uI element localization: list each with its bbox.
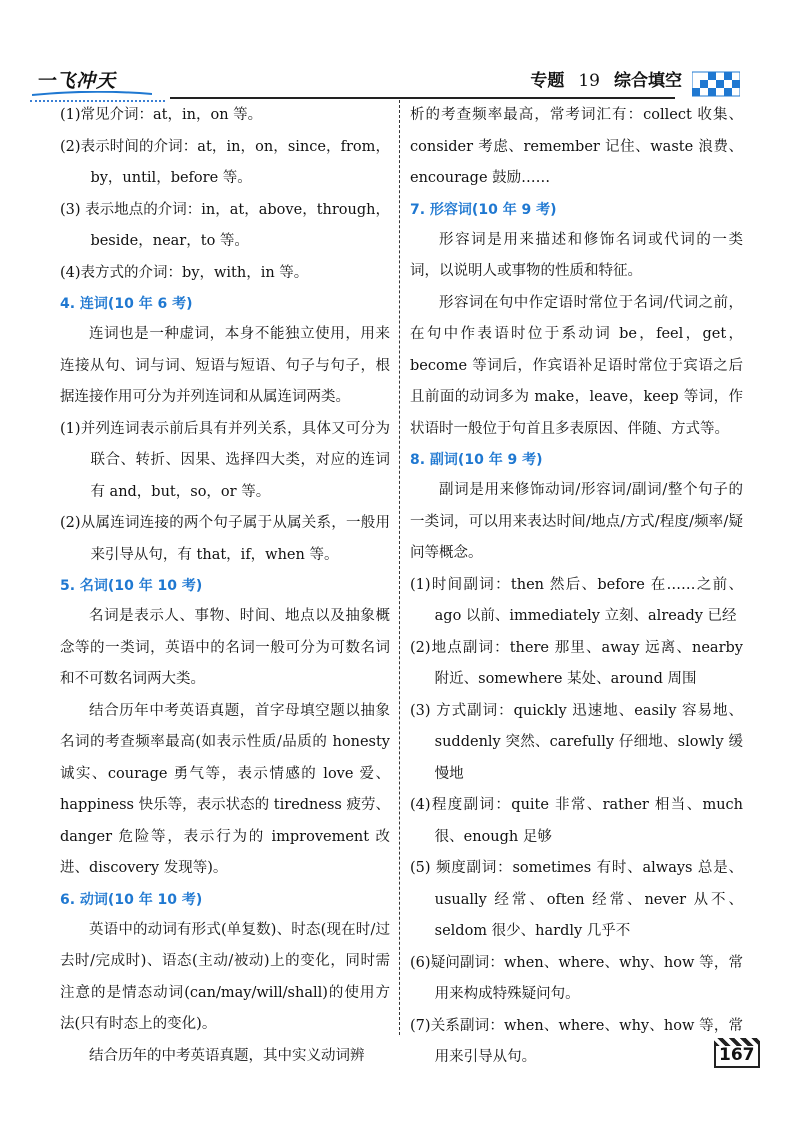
topic-title <box>530 66 682 91</box>
prep-item-3: (3) 表示地点的介词：in，at，above，through，beside，near，to 等。 <box>60 201 390 249</box>
conjunction-paragraph: 连词也是一种虚词，本身不能独立使用，用来连接从句、词与词、短语与短语、句子与句子，根据连接作用可分为并列连词和从属连词两类。 <box>60 326 390 405</box>
adjective-paragraph-2: 形容词在句中作定语时常位于名词/代词之前，在句中作表语时位于系动词 be，feel，get，become 等词后，作宾语补足语时常位于宾语之后且前面的动词多为 make，leave，keep 等词，作状语时一般位于句首且多表原因、伴随、方式等。 <box>410 294 743 437</box>
adjective-paragraph-1: 形容词是用来描述和修饰名词或代词的一类词，以说明人或事物的性质和特征。 <box>410 231 743 279</box>
adverb-paragraph: 副词是用来修饰动词/形容词/副词/整个句子的一类词，可以用来表达时间/地点/方式/程度/频率/疑问等概念。 <box>410 482 743 561</box>
page-number: 167 <box>714 1044 760 1068</box>
section-heading-verb: 6. 动词(10 年 10 考) <box>60 891 203 908</box>
noun-paragraph-2: 结合历年中考英语真题，首字母填空题以抽象名词的考查频率最高(如表示性质/品质的 honesty 诚实、courage 勇气等，表示情感的 love 爱、happiness 快乐等，表示状态的 tiredness 疲劳、danger 危险等，表示行为的 improvement 改进、discovery 发现等)。 <box>60 702 390 876</box>
topic-name: 综合填空 <box>614 71 682 91</box>
adverb-item-4: (4)程度副词：quite 非常、rather 相当、much 很、enough 足够 <box>410 797 743 845</box>
verb-paragraph-continued: 析的考查频率最高，常考词汇有：collect 收集、consider 考虑、remember 记住、waste 浪费、encourage 鼓励…… <box>410 107 743 186</box>
section-heading-noun: 5. 名词(10 年 10 考) <box>60 578 203 594</box>
prep-item-1: (1)常见介词：at，in，on 等。 <box>60 107 263 123</box>
verb-paragraph-1: 英语中的动词有形式(单复数)、时态(现在时/过去时/完成时)、语态(主动/被动)上的变化，同时需注意的是情态动词(can/may/will/shall)的使用方法(只有时态上的变化)。 <box>60 921 390 1032</box>
adverb-item-5: (5) 频度副词：sometimes 有时、always 总是、usually 经常、often 经常、never 从不、seldom 很少、hardly 几乎不 <box>410 860 743 939</box>
adverb-item-7: (7)关系副词：when、where、why、how 等，常用来引导从句。 <box>410 1017 743 1065</box>
left-column <box>60 100 390 1072</box>
page-header <box>30 58 770 98</box>
adverb-item-6: (6)疑问副词：when、where、why、how 等，常用来构成特殊疑问句。 <box>410 954 743 1002</box>
section-heading-adjective: 7. 形容词(10 年 9 考) <box>410 201 557 218</box>
header-rule <box>170 97 675 99</box>
adverb-item-3: (3) 方式副词：quickly 迅速地、easily 容易地、suddenly 突然、carefully 仔细地、slowly 缓慢地 <box>410 702 743 782</box>
section-heading-conjunction: 4. 连词(10 年 6 考) <box>60 296 193 312</box>
section-heading-adverb: 8. 副词(10 年 9 考) <box>410 452 543 468</box>
logo-swoosh-icon <box>32 91 152 97</box>
book-logo: 一飞冲天 <box>36 70 117 92</box>
verb-paragraph-2: 结合历年的中考英语真题，其中实义动词辨 <box>89 1047 365 1064</box>
adverb-item-2: (2)地点副词：there 那里、away 远离、nearby 附近、somewhere 某处、around 周围 <box>410 639 743 687</box>
topic-prefix: 专题 <box>530 71 565 91</box>
topic-number: 19 <box>578 71 600 91</box>
noun-paragraph-1: 名词是表示人、事物、时间、地点以及抽象概念等的一类词，英语中的名词一般可分为可数名词和不可数名词两大类。 <box>60 608 390 687</box>
prep-item-4: (4)表方式的介词：by，with，in 等。 <box>60 264 309 281</box>
column-divider <box>399 100 400 1035</box>
conjunction-item-2: (2)从属连词连接的两个句子属于从属关系，一般用来引导从句，有 that，if，when 等。 <box>60 515 390 563</box>
prep-item-2: (2)表示时间的介词：at，in，on，since，from，by，until，before 等。 <box>60 138 390 186</box>
right-column <box>410 100 743 1074</box>
adverb-item-1: (1)时间副词：then 然后、before 在……之前、ago 以前、immediately 立刻、already 已经 <box>410 576 743 624</box>
page-number-badge <box>710 1038 762 1068</box>
checker-decoration-icon <box>692 68 740 98</box>
conjunction-item-1: (1)并列连词表示前后具有并列关系，具体又可分为联合、转折、因果、选择四大类，对应的连词有 and，but，so，or 等。 <box>60 420 390 500</box>
